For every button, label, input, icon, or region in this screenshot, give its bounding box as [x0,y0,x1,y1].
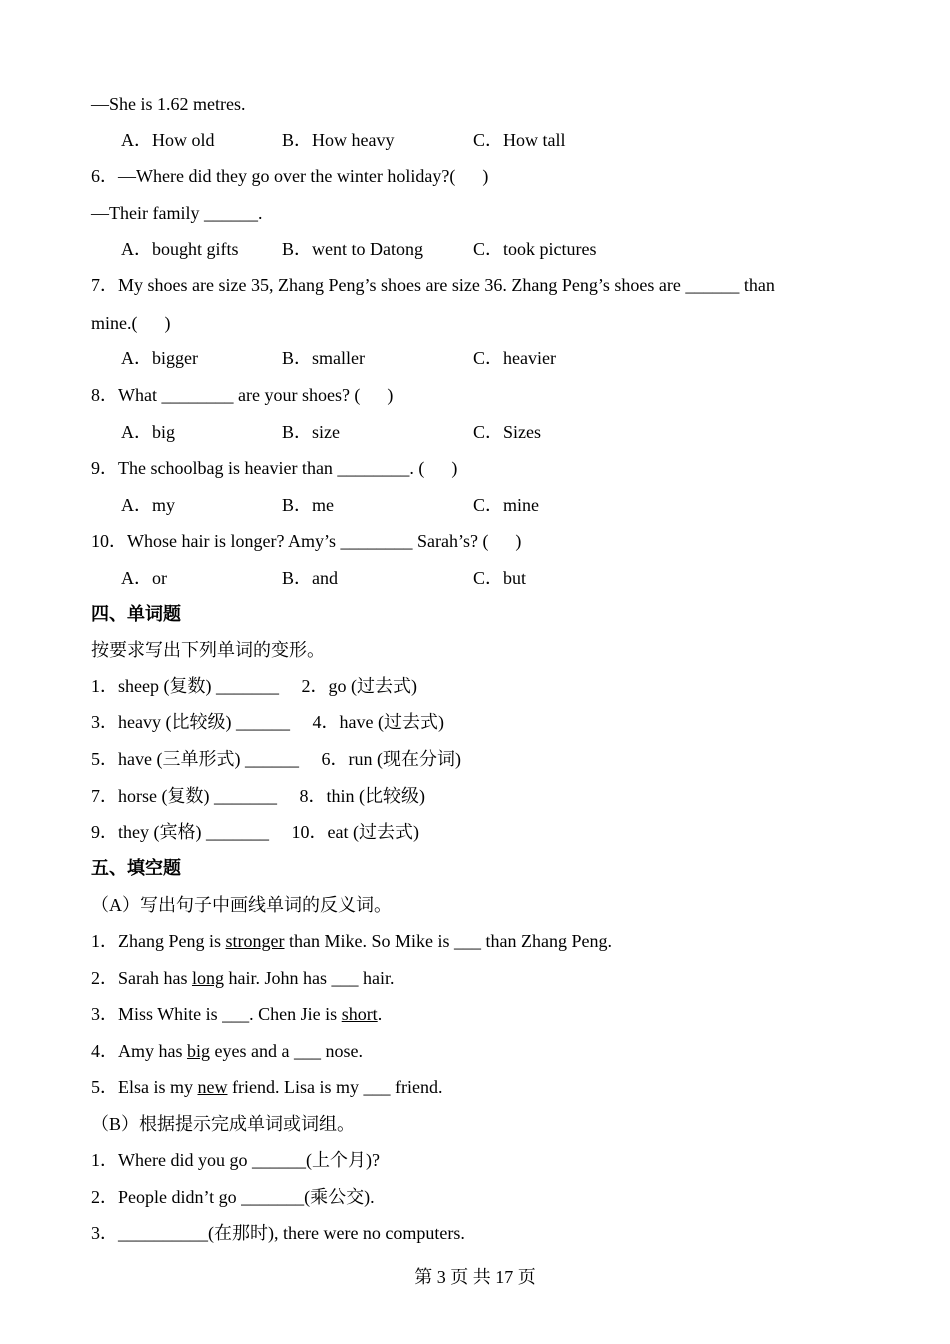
word-row: 1．sheep (复数) _______ 2．go (过去式) [91,676,417,696]
section5-title: 五、填空题 [91,858,181,879]
item-text: eyes and a ___ nose. [210,1041,363,1061]
underlined-word: big [187,1041,211,1061]
part-b-instruction: （B）根据提示完成单词或词组。 [91,1114,356,1134]
q10-options [121,567,821,589]
antonym-item-4 [91,1040,363,1062]
item-text: 1．Zhang Peng is [91,931,226,951]
section4-instruction: 按要求写出下列单词的变形。 [91,640,325,660]
item-text: 2．Sarah has [91,968,192,988]
option-c: C．but [473,568,527,588]
option-a: A．bigger [121,348,198,368]
q8-question: 8．What ________ are your shoes? ( ) [91,385,394,405]
item-text: 3．Miss White is ___. Chen Jie is [91,1004,342,1024]
q6-question: 6．—Where did they go over the winter holiday?( ) [91,166,489,186]
option-b: B．smaller [282,348,365,368]
word-row: 9．they (宾格) _______ 10．eat (过去式) [91,822,419,842]
antonym-item-2 [91,967,394,989]
option-a: A．or [121,568,167,588]
word-row: 5．have (三单形式) ______ 6．run (现在分词) [91,749,461,769]
item-text: than Mike. So Mike is ___ than Zhang Peng. [284,931,612,951]
option-b: B．and [282,568,338,588]
item-text: . [377,1004,383,1024]
item-text: friend. Lisa is my ___ friend. [227,1077,443,1097]
option-c: C．took pictures [473,239,597,259]
word-row: 3．heavy (比较级) ______ 4．have (过去式) [91,712,444,732]
q10-question: 10．Whose hair is longer? Amy’s ________ Sarah’s? ( ) [91,531,522,551]
option-b: B．How heavy [282,130,395,150]
option-b: B．went to Datong [282,239,423,259]
antonym-item-3 [91,1003,382,1025]
underlined-word: short [341,1004,378,1024]
option-b: B．size [282,422,340,442]
part-a-instruction: （A）写出句子中画线单词的反义词。 [91,895,392,915]
option-a: A．bought gifts [121,239,239,259]
q8-options [121,421,821,443]
fill-item-3: 3．__________(在那时), there were no computers. [91,1223,465,1243]
option-c: C．Sizes [473,422,542,442]
option-b: B．me [282,495,334,515]
page-number-footer: 第 3 页 共 17 页 [414,1267,536,1287]
q7-options [121,347,821,369]
q5-answer: —She is 1.62 metres. [91,94,246,114]
q5-options [121,129,821,151]
q9-question: 9．The schoolbag is heavier than ________. ( ) [91,458,458,478]
option-c: C．mine [473,495,539,515]
section4-title: 四、单词题 [91,604,181,625]
fill-item-2: 2．People didn’t go _______(乘公交). [91,1187,375,1207]
fill-item-1: 1．Where did you go ______(上个月)? [91,1150,380,1170]
q6-answer: —Their family ______. [91,203,263,223]
underlined-word: new [197,1077,228,1097]
option-c: C．heavier [473,348,556,368]
option-c: C．How tall [473,130,566,150]
word-row: 7．horse (复数) _______ 8．thin (比较级) [91,786,425,806]
option-a: A．big [121,422,175,442]
antonym-item-5 [91,1076,442,1098]
item-text: 5．Elsa is my [91,1077,198,1097]
q7-question-line1: 7．My shoes are size 35, Zhang Peng’s shoes are size 36. Zhang Peng’s shoes are ______ than [91,275,775,295]
option-a: A．my [121,495,175,515]
underlined-word: long [191,968,224,988]
q7-question-line2: mine.( ) [91,313,171,333]
underlined-word: stronger [225,931,285,951]
q6-options [121,238,821,260]
q9-options [121,494,821,516]
item-text: hair. John has ___ hair. [224,968,395,988]
antonym-item-1 [91,930,612,952]
option-a: A．How old [121,130,215,150]
item-text: 4．Amy has [91,1041,187,1061]
